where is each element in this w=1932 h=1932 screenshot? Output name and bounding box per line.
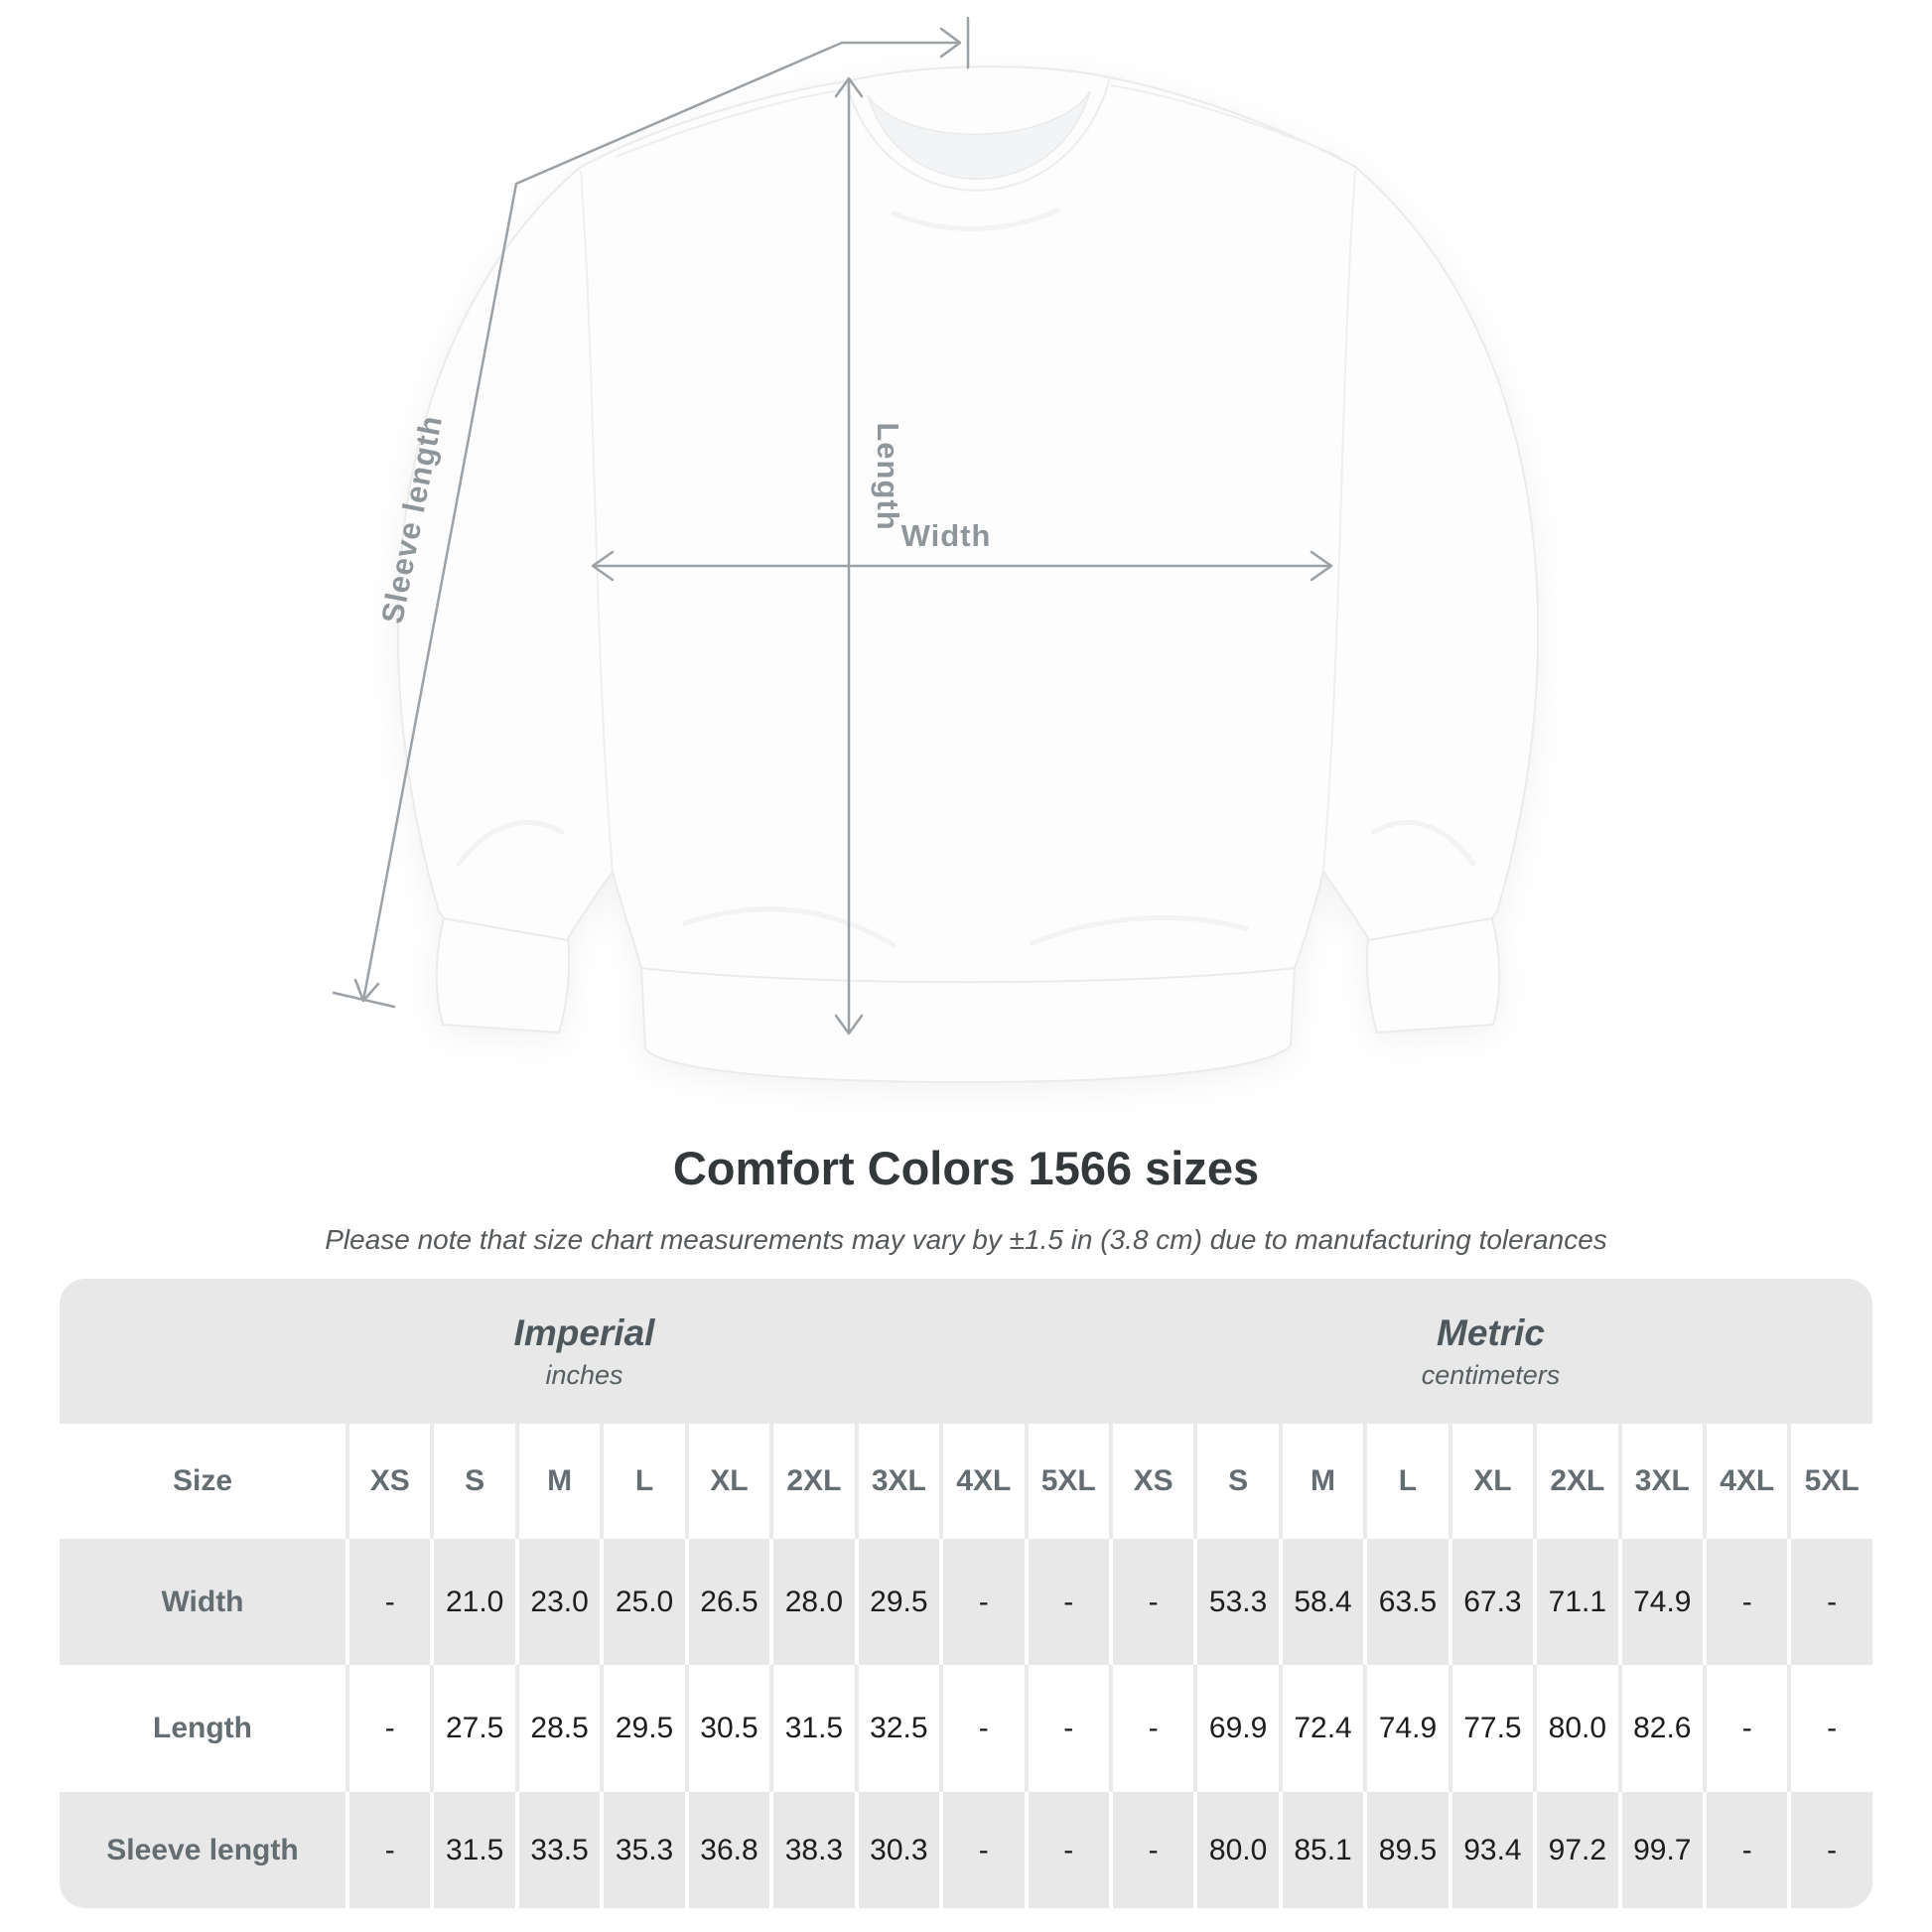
- size-header-cell-imperial: 5XL: [1025, 1424, 1109, 1539]
- row-label: Width: [161, 1585, 244, 1618]
- value-cell-metric: 77.5: [1449, 1665, 1533, 1792]
- row-label: Sleeve length: [106, 1833, 299, 1866]
- value-cell-imperial: 25.0: [600, 1539, 684, 1665]
- metric-title: Metric: [1437, 1311, 1545, 1353]
- value-cell-metric: -: [1787, 1792, 1871, 1908]
- tolerance-note: Please note that size chart measurements may vary by ±1.5 in (3.8 cm) due to manufacturing tolerances: [325, 1224, 1607, 1255]
- value-cell-metric: 97.2: [1533, 1792, 1617, 1908]
- value-cell-imperial: 28.5: [515, 1665, 600, 1792]
- size-header-cell-imperial: XS: [345, 1424, 430, 1539]
- value-cell-metric: -: [1703, 1792, 1787, 1908]
- size-chart-grid: [60, 1424, 1872, 1908]
- metric-header: [1109, 1279, 1872, 1424]
- size-header-cell-metric: S: [1193, 1424, 1278, 1539]
- value-cell-metric: 74.9: [1363, 1665, 1448, 1792]
- value-cell-metric: 58.4: [1279, 1539, 1363, 1665]
- size-header-cell-metric: L: [1363, 1424, 1448, 1539]
- value-cell-imperial: -: [1025, 1792, 1109, 1908]
- metric-unit: centimeters: [1421, 1359, 1561, 1390]
- measurement-row: [60, 1792, 1872, 1908]
- value-cell-metric: 99.7: [1618, 1792, 1703, 1908]
- value-cell-metric: -: [1109, 1665, 1193, 1792]
- value-cell-metric: -: [1109, 1792, 1193, 1908]
- value-cell-metric: -: [1703, 1665, 1787, 1792]
- value-cell-imperial: -: [939, 1792, 1024, 1908]
- width-label: Width: [900, 518, 992, 553]
- size-header-cell-metric: 4XL: [1703, 1424, 1787, 1539]
- value-cell-metric: 67.3: [1449, 1539, 1533, 1665]
- value-cell-metric: 80.0: [1533, 1665, 1617, 1792]
- imperial-unit: inches: [545, 1359, 623, 1390]
- size-header-cell-metric: 2XL: [1533, 1424, 1617, 1539]
- value-cell-imperial: 31.5: [769, 1665, 854, 1792]
- value-cell-metric: -: [1109, 1539, 1193, 1665]
- value-cell-metric: 71.1: [1533, 1539, 1617, 1665]
- value-cell-metric: 85.1: [1279, 1792, 1363, 1908]
- size-header-cell-imperial: 3XL: [855, 1424, 939, 1539]
- size-column-header: Size: [172, 1464, 233, 1497]
- value-cell-imperial: 38.3: [769, 1792, 854, 1908]
- size-header-cell-imperial: XL: [685, 1424, 769, 1539]
- page-title: Comfort Colors 1566 sizes: [672, 1142, 1260, 1194]
- size-chart-table: [60, 1279, 1872, 1908]
- value-cell-imperial: -: [345, 1539, 430, 1665]
- imperial-header: [60, 1279, 1109, 1424]
- size-header-cell-metric: M: [1279, 1424, 1363, 1539]
- row-label: Length: [153, 1712, 252, 1744]
- value-cell-imperial: 26.5: [685, 1539, 769, 1665]
- value-cell-imperial: 36.8: [685, 1792, 769, 1908]
- value-cell-metric: -: [1703, 1539, 1787, 1665]
- value-cell-imperial: 28.0: [769, 1539, 854, 1665]
- sweatshirt-silhouette: [398, 67, 1538, 1082]
- sweatshirt: [398, 67, 1538, 1082]
- value-cell-imperial: 31.5: [430, 1792, 514, 1908]
- value-cell-metric: 53.3: [1193, 1539, 1278, 1665]
- size-header-cell-imperial: M: [515, 1424, 600, 1539]
- value-cell-metric: 63.5: [1363, 1539, 1448, 1665]
- value-cell-imperial: -: [939, 1665, 1024, 1792]
- value-cell-imperial: -: [1025, 1539, 1109, 1665]
- unit-header-band: [60, 1279, 1872, 1424]
- value-cell-imperial: 23.0: [515, 1539, 600, 1665]
- size-header-cell-metric: XS: [1109, 1424, 1193, 1539]
- value-cell-metric: 80.0: [1193, 1792, 1278, 1908]
- imperial-title: Imperial: [513, 1311, 655, 1353]
- value-cell-imperial: 30.5: [685, 1665, 769, 1792]
- measurement-row: [60, 1539, 1872, 1665]
- value-cell-metric: 89.5: [1363, 1792, 1448, 1908]
- measurement-row: [60, 1665, 1872, 1792]
- value-cell-imperial: -: [939, 1539, 1024, 1665]
- size-header-cell-imperial: L: [600, 1424, 684, 1539]
- value-cell-imperial: 29.5: [855, 1539, 939, 1665]
- size-header-cell-metric: 3XL: [1618, 1424, 1703, 1539]
- length-label: Length: [871, 422, 905, 531]
- value-cell-imperial: 32.5: [855, 1665, 939, 1792]
- value-cell-metric: 72.4: [1279, 1665, 1363, 1792]
- value-cell-imperial: -: [345, 1792, 430, 1908]
- value-cell-imperial: 30.3: [855, 1792, 939, 1908]
- value-cell-imperial: 35.3: [600, 1792, 684, 1908]
- value-cell-imperial: 21.0: [430, 1539, 514, 1665]
- value-cell-imperial: -: [1025, 1665, 1109, 1792]
- value-cell-metric: 69.9: [1193, 1665, 1278, 1792]
- value-cell-imperial: 27.5: [430, 1665, 514, 1792]
- value-cell-metric: 82.6: [1618, 1665, 1703, 1792]
- size-header-row: [60, 1424, 1872, 1539]
- value-cell-metric: -: [1787, 1539, 1871, 1665]
- value-cell-imperial: 29.5: [600, 1665, 684, 1792]
- value-cell-metric: 93.4: [1449, 1792, 1533, 1908]
- value-cell-metric: 74.9: [1618, 1539, 1703, 1665]
- size-header-cell-metric: XL: [1449, 1424, 1533, 1539]
- value-cell-imperial: -: [345, 1665, 430, 1792]
- size-header-cell-imperial: 2XL: [769, 1424, 854, 1539]
- size-header-cell-metric: 5XL: [1787, 1424, 1871, 1539]
- size-header-cell-imperial: 4XL: [939, 1424, 1024, 1539]
- value-cell-imperial: 33.5: [515, 1792, 600, 1908]
- size-header-cell-imperial: S: [430, 1424, 514, 1539]
- sleeve-length-label: Sleeve length: [374, 412, 450, 626]
- value-cell-metric: -: [1787, 1665, 1871, 1792]
